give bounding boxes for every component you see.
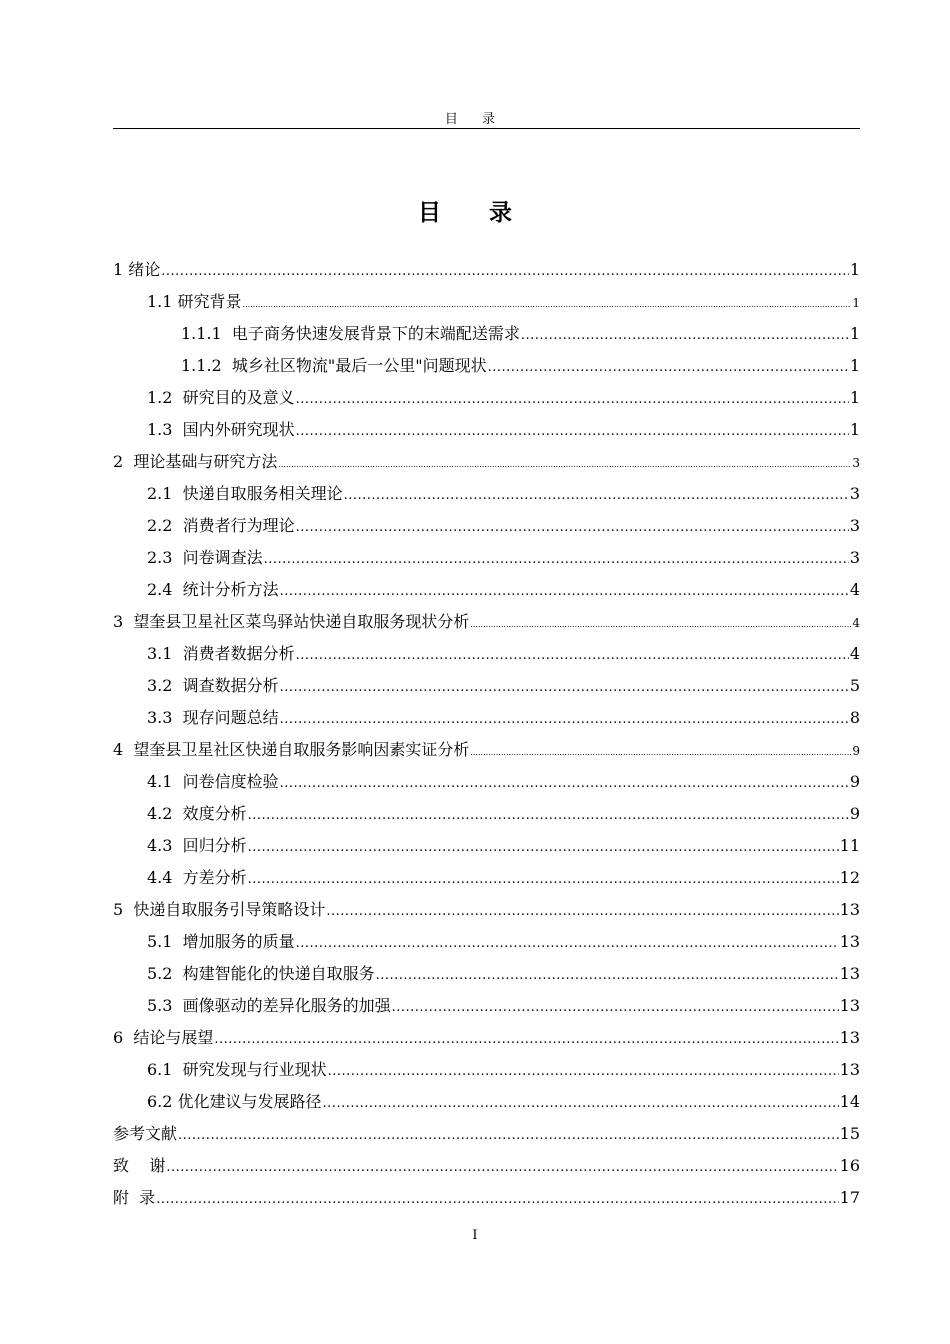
toc-entry[interactable] (113, 990, 860, 1022)
toc-entry[interactable] (113, 510, 860, 542)
toc-entry-label: 5.1 增加服务的质量 (147, 932, 295, 951)
toc-entry-page: 9 (852, 744, 860, 758)
toc-entry[interactable] (113, 254, 860, 286)
toc-entry[interactable] (113, 286, 860, 318)
page-number: I (472, 1228, 478, 1243)
toc-entry-page: 16 (839, 1156, 860, 1175)
toc-dot-leader (296, 928, 839, 960)
toc-entry-page: 4 (849, 580, 860, 599)
toc-entry-page: 8 (849, 708, 860, 727)
toc-entry[interactable] (113, 542, 860, 574)
toc-entry-label: 4.3 回归分析 (147, 836, 247, 855)
toc-dot-leader (296, 512, 849, 544)
toc-entry-page: 13 (839, 996, 860, 1015)
toc-entry[interactable] (113, 862, 860, 894)
toc-entry-label: 6.2 优化建议与发展路径 (147, 1092, 322, 1111)
toc-entry-page: 14 (839, 1092, 860, 1111)
toc-entry[interactable] (113, 958, 860, 990)
toc-entry-page: 1 (852, 296, 860, 310)
toc-entry[interactable] (113, 1054, 860, 1086)
toc-entry-label: 附 录 (113, 1188, 156, 1207)
toc-entry-label: 1.3 国内外研究现状 (147, 420, 295, 439)
toc-entry[interactable] (113, 670, 860, 702)
toc-entry[interactable] (113, 350, 860, 382)
toc-entry-page: 13 (839, 964, 860, 983)
toc-entry-page: 15 (839, 1124, 860, 1143)
toc-entry-label: 4.1 问卷信度检验 (147, 772, 279, 791)
toc-entry-label: 6 结论与展望 (113, 1028, 214, 1047)
toc-entry-label: 1 绪论 (113, 260, 161, 279)
toc-dot-leader (296, 640, 849, 672)
toc-entry[interactable] (113, 446, 860, 478)
toc-entry[interactable] (113, 478, 860, 510)
toc-entry-label: 4.2 效度分析 (147, 804, 247, 823)
toc-dot-leader (278, 449, 851, 481)
toc-dot-leader (323, 1088, 839, 1120)
toc-entry[interactable] (113, 734, 860, 766)
toc-entry-page: 4 (849, 644, 860, 663)
toc-entry[interactable] (113, 1086, 860, 1118)
toc-entry-label: 2.1 快递自取服务相关理论 (147, 484, 343, 503)
toc-dot-leader (470, 737, 851, 769)
toc-entry[interactable] (113, 830, 860, 862)
table-of-contents (113, 254, 860, 1214)
toc-dot-leader (166, 1152, 838, 1184)
toc-entry-page: 13 (839, 1060, 860, 1079)
toc-entry-label: 参考文献 (113, 1124, 178, 1143)
toc-entry-label: 5.2 构建智能化的快递自取服务 (147, 964, 375, 983)
toc-entry-page: 9 (849, 772, 860, 791)
toc-entry-label: 1.1 研究背景 (147, 292, 242, 311)
toc-entry-page: 13 (839, 1028, 860, 1047)
toc-dot-leader (392, 992, 839, 1024)
toc-dot-leader (328, 1056, 839, 1088)
toc-entry[interactable] (113, 1022, 860, 1054)
toc-entry-page: 5 (849, 676, 860, 695)
toc-entry-label: 1.1.2 城乡社区物流"最后一公里"问题现状 (181, 356, 487, 375)
toc-dot-leader (161, 256, 849, 288)
page-title: 目 录 (417, 200, 532, 226)
toc-entry[interactable] (113, 766, 860, 798)
toc-entry-label: 1.2 研究目的及意义 (147, 388, 295, 407)
toc-entry-page: 3 (849, 484, 860, 503)
toc-entry-label: 1.1.1 电子商务快速发展背景下的末端配送需求 (181, 324, 520, 343)
toc-entry-page: 13 (839, 932, 860, 951)
toc-entry-page: 11 (839, 836, 860, 855)
toc-entry-label: 4.4 方差分析 (147, 868, 247, 887)
toc-dot-leader (344, 480, 849, 512)
toc-dot-leader (376, 960, 839, 992)
toc-entry-page: 12 (839, 868, 860, 887)
toc-dot-leader (296, 416, 849, 448)
toc-entry[interactable] (113, 414, 860, 446)
toc-dot-leader (488, 352, 849, 384)
toc-entry-label: 3.1 消费者数据分析 (147, 644, 295, 663)
toc-entry-label: 5.3 画像驱动的差异化服务的加强 (147, 996, 391, 1015)
toc-entry[interactable] (113, 638, 860, 670)
running-header: 目 录 (444, 112, 506, 127)
toc-entry[interactable] (113, 894, 860, 926)
toc-entry-label: 2.4 统计分析方法 (147, 580, 279, 599)
toc-entry[interactable] (113, 1182, 860, 1214)
toc-dot-leader (470, 609, 851, 641)
toc-entry-label: 6.1 研究发现与行业现状 (147, 1060, 327, 1079)
toc-entry-label: 2.3 问卷调查法 (147, 548, 263, 567)
toc-entry-page: 4 (852, 616, 860, 630)
toc-entry[interactable] (113, 798, 860, 830)
toc-entry-page: 13 (839, 900, 860, 919)
toc-dot-leader (264, 544, 849, 576)
toc-dot-leader (280, 768, 849, 800)
toc-entry[interactable] (113, 1150, 860, 1182)
toc-dot-leader (248, 832, 839, 864)
toc-entry-label: 2 理论基础与研究方法 (113, 452, 278, 471)
toc-entry[interactable] (113, 318, 860, 350)
toc-entry-page: 1 (849, 324, 860, 343)
toc-entry[interactable] (113, 606, 860, 638)
toc-dot-leader (280, 704, 849, 736)
toc-entry-label: 5 快递自取服务引导策略设计 (113, 900, 326, 919)
toc-entry-page: 1 (849, 388, 860, 407)
toc-entry[interactable] (113, 702, 860, 734)
toc-entry-label: 3.3 现存问题总结 (147, 708, 279, 727)
toc-dot-leader (248, 800, 849, 832)
toc-dot-leader (296, 384, 849, 416)
toc-entry-page: 1 (849, 260, 860, 279)
toc-dot-leader (156, 1184, 838, 1216)
toc-entry-label: 3 望奎县卫星社区菜鸟驿站快递自取服务现状分析 (113, 612, 470, 631)
toc-entry-label: 3.2 调查数据分析 (147, 676, 279, 695)
toc-entry[interactable] (113, 382, 860, 414)
toc-entry[interactable] (113, 1118, 860, 1150)
toc-entry-page: 17 (839, 1188, 860, 1207)
toc-dot-leader (243, 289, 852, 321)
toc-entry-label: 4 望奎县卫星社区快递自取服务影响因素实证分析 (113, 740, 470, 759)
header-rule (113, 128, 860, 129)
toc-entry-label: 致 谢 (113, 1156, 166, 1175)
toc-dot-leader (280, 672, 849, 704)
toc-entry-label: 2.2 消费者行为理论 (147, 516, 295, 535)
toc-dot-leader (326, 896, 838, 928)
toc-entry-page: 3 (849, 516, 860, 535)
toc-dot-leader (521, 320, 849, 352)
toc-dot-leader (248, 864, 839, 896)
toc-entry-page: 9 (849, 804, 860, 823)
toc-dot-leader (214, 1024, 838, 1056)
toc-entry-page: 1 (849, 356, 860, 375)
toc-dot-leader (178, 1120, 839, 1152)
toc-entry[interactable] (113, 926, 860, 958)
toc-entry[interactable] (113, 574, 860, 606)
toc-entry-page: 3 (852, 456, 860, 470)
toc-entry-page: 1 (849, 420, 860, 439)
toc-entry-page: 3 (849, 548, 860, 567)
toc-dot-leader (280, 576, 849, 608)
